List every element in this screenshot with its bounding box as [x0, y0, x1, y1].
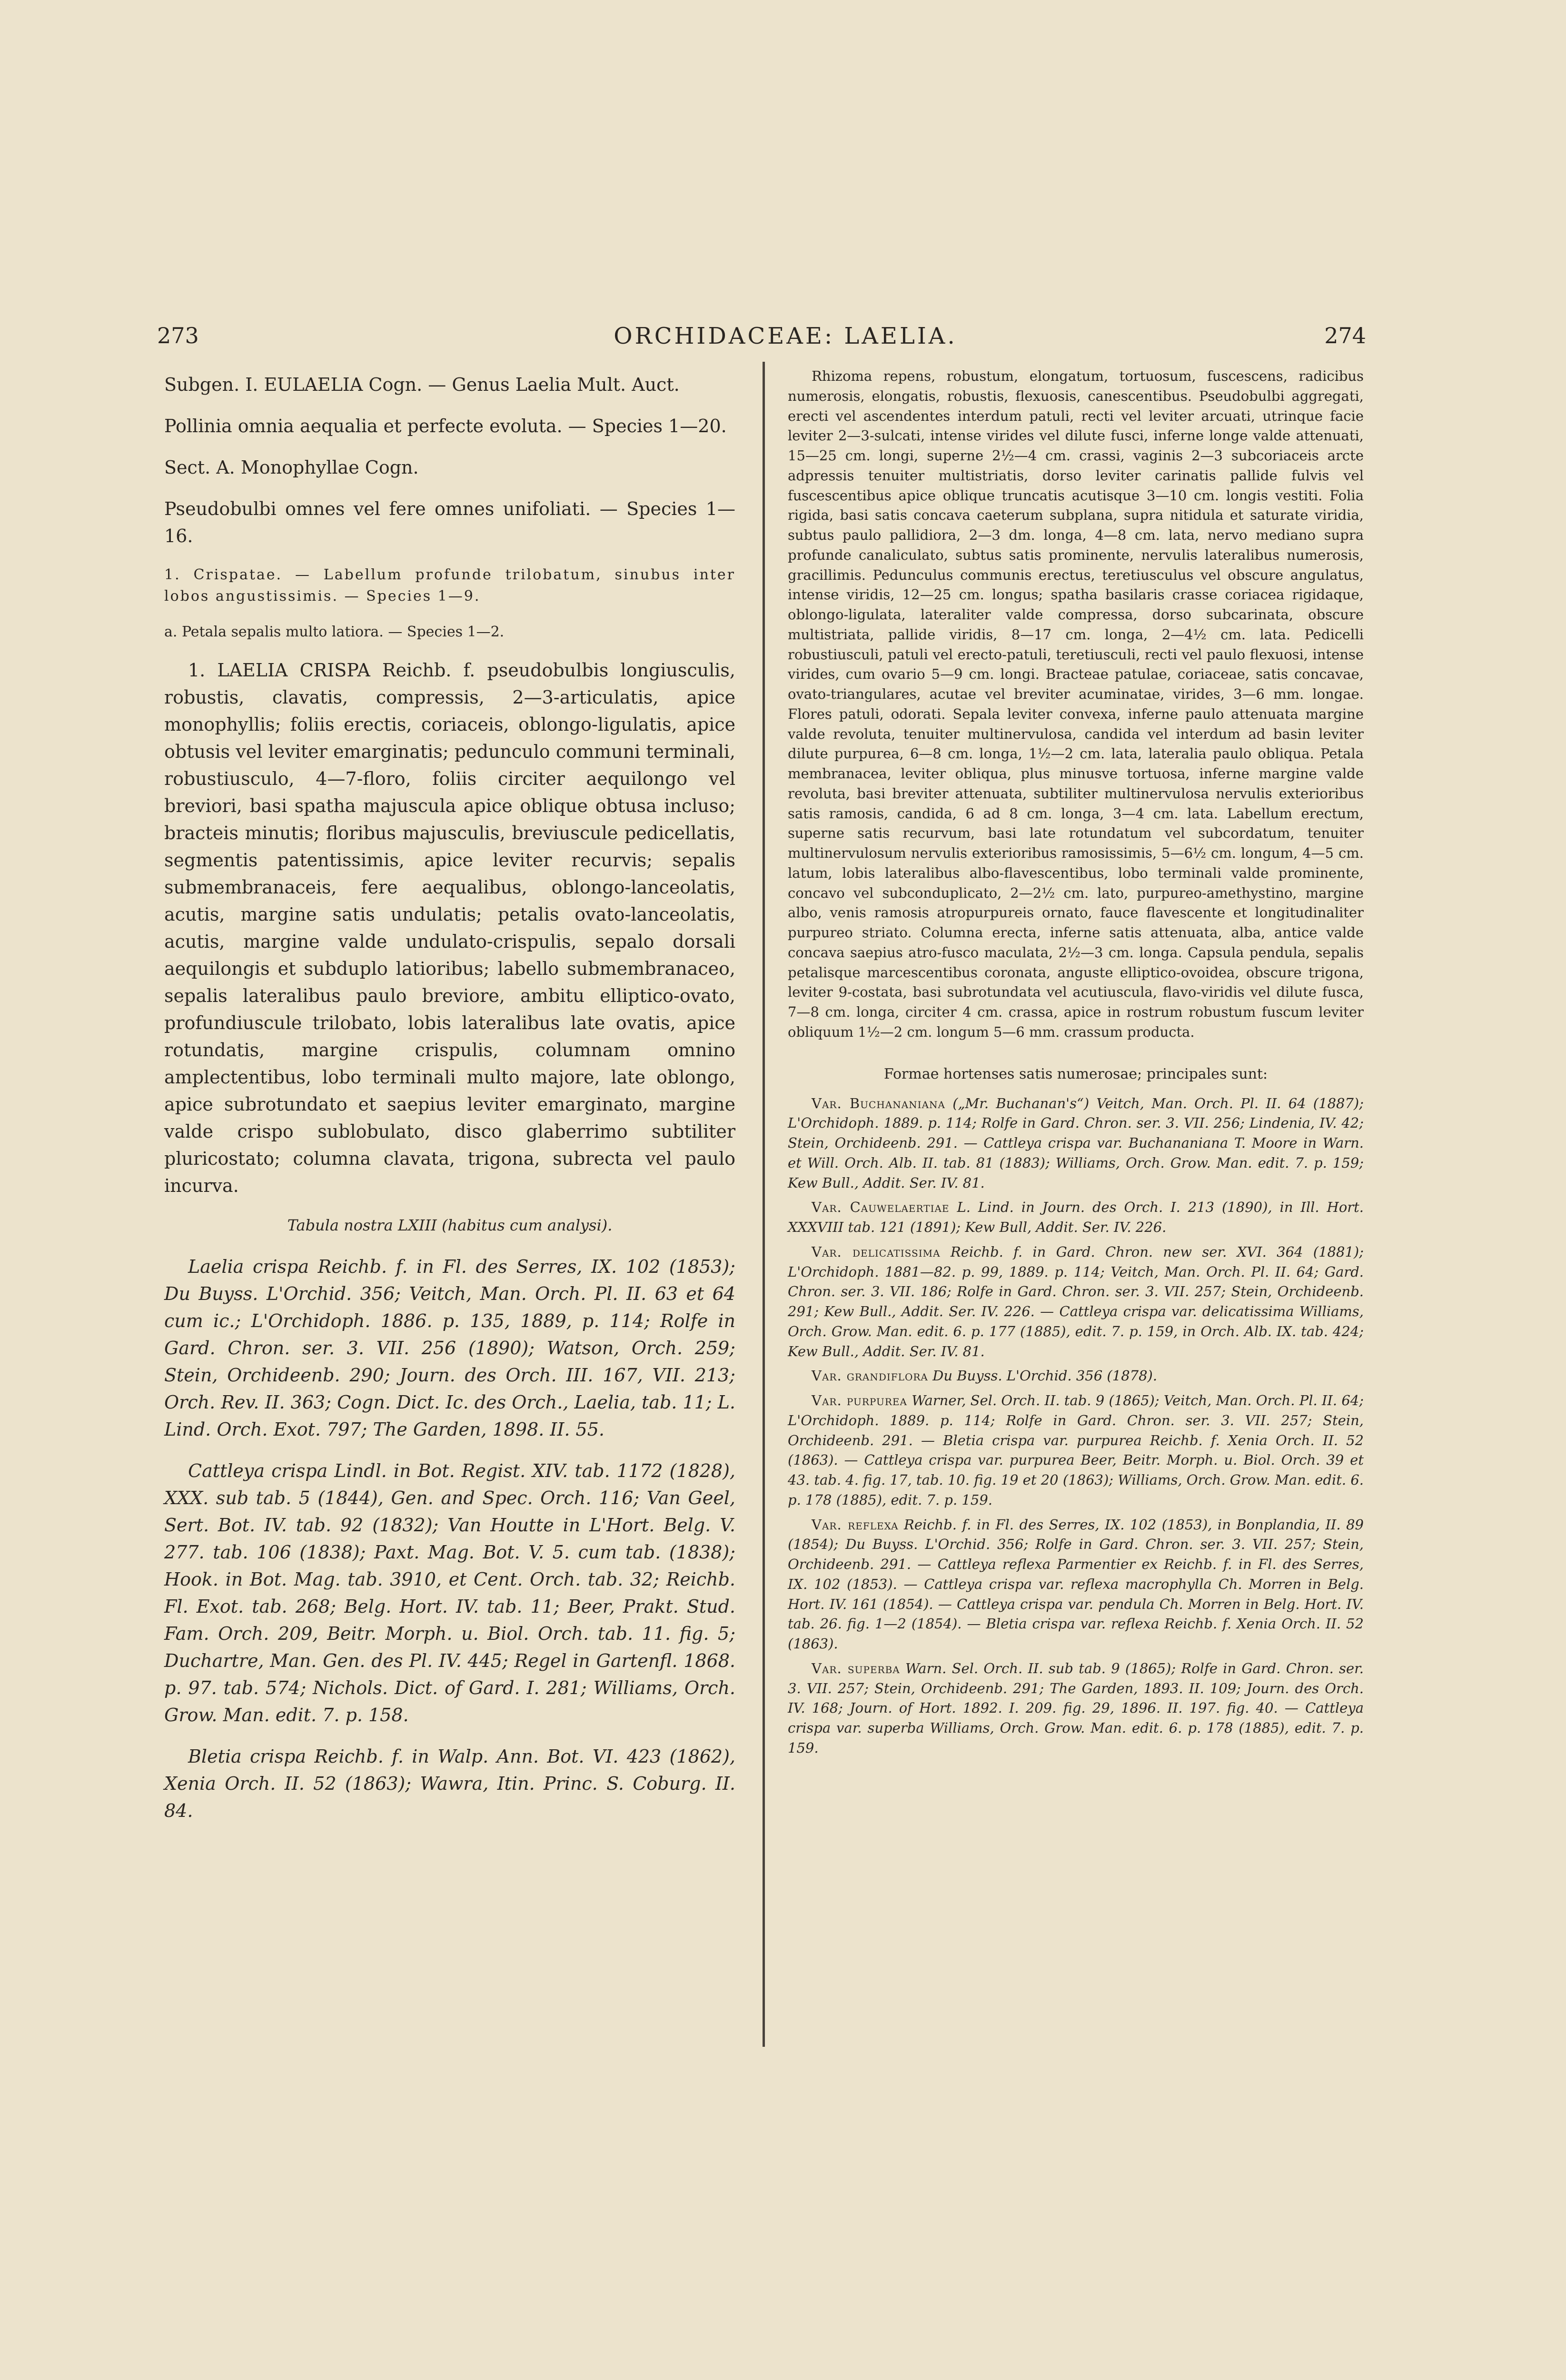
variety-references: Warn. Sel. Orch. II. sub tab. 9 (1865); Rolfe in Gard. Chron. ser. 3. VII. 257; Stein, Orchideenb. 291; The Garden, 1893. II. 109; Journ. des Orch. IV. 168; Journ. of Hort. 1892. I. 209. fig. 29, 1896. II. 197. fig. 40. — Cattleya crispa var. superba Williams, Orch. Grow. Man. edit. 6. p. 178 (1885), edit. 7. p. 159.	[788, 1660, 1364, 1756]
variety-entry	[788, 1391, 1364, 1510]
variety-name: Var. grandiflora	[812, 1368, 928, 1384]
variety-references: Reichb. f. in Fl. des Serres, IX. 102 (1853), in Bonplandia, II. 89 (1854); Du Buyss. L'Orchid. 356; Rolfe in Gard. Chron. ser. 3. VII. 257; Stein, Orchideenb. 291. — Cattleya reflexa Parmentier ex Reichb. f. in Fl. des Serres, IX. 102 (1853). — Cattleya crispa var. reflexa macrophylla Ch. Morren in Belg. Hort. IV. 161 (1854). — Cattleya crispa var. pendula Ch. Morren in Belg. Hort. IV. tab. 26. fig. 1—2 (1854). — Bletia crispa var. reflexa Reichb. f. Xenia Orch. II. 52 (1863).	[788, 1516, 1364, 1652]
variety-name: Var. purpurea	[812, 1392, 907, 1409]
variety-name: Var. Buchananiana	[812, 1095, 945, 1111]
subgenus-heading: Subgen. I. EULAELIA Cogn. — Genus Laelia Mult. Auct.	[164, 374, 680, 395]
variety-references: Du Buyss. L'Orchid. 356 (1878).	[932, 1368, 1158, 1384]
variety-entry	[788, 1659, 1364, 1758]
variety-name: Var. delicatissima	[812, 1243, 941, 1260]
variety-name: Var. superba	[812, 1660, 900, 1676]
variety-list	[788, 1094, 1364, 1758]
variety-references: Reichb. f. in Gard. Chron. new ser. XVI. 364 (1881); L'Orchidoph. 1881—82. p. 99, 1889. p. 114; Veitch, Man. Orch. Pl. II. 64; Gard. Chron. ser. 3. VII. 186; Rolfe in Gard. Chron. ser. 3. VII. 257; Stein, Orchideenb. 291; Kew Bull., Addit. Ser. IV. 226. — Cattleya crispa var. delicatissima Williams, Orch. Grow. Man. edit. 6. p. 177 (1885), edit. 7. p. 159, in Orch. Alb. IX. tab. 424; Kew Bull., Addit. Ser. IV. 81.	[788, 1243, 1364, 1359]
petala-key: a. Petala sepalis multo latiora. — Species 1—2.	[164, 624, 505, 640]
left-column	[164, 371, 735, 1839]
section-heading: Sect. A. Monophyllae Cogn.	[164, 457, 419, 478]
running-title: ORCHIDACEAE: LAELIA.	[614, 323, 957, 349]
page-number-right: 274	[1324, 323, 1366, 348]
crispatae-key: 1. Crispatae. — Labellum profunde trilobatum, sinubus inter lobos angustissimis. — Species 1—9.	[164, 566, 735, 605]
variety-name: Var. reflexa	[812, 1516, 899, 1533]
synonymy-references	[164, 1253, 735, 1825]
variety-entry	[788, 1094, 1364, 1193]
pollinia-note: Pollinia omnia aequalia et perfecte evoluta. — Species 1—20.	[164, 416, 727, 436]
detailed-description: Rhizoma repens, robustum, elongatum, tortuosum, fuscescens, radicibus numerosis, elongatis, robustis, flexuosis, canescentibus. Pseudobulbi aggregati, erecti vel ascendentes interdum patuli, recti vel leviter arcuati, utrinque facie leviter 2—3-sulcati, intense virides vel dilute fusci, inferne longe valde attenuati, 15—25 cm. longi, superne 2½—4 cm. crassi, vaginis 2—3 subcoriaceis arcte adpressis tenuiter multistriatis, dorso leviter carinatis pallide fulvis vel fuscescentibus apice oblique truncatis acutisque 3—10 cm. longis vestiti. Folia rigida, basi satis concava caeterum subplana, supra nitidula et saturate viridia, subtus paulo pallidiora, 2—3 dm. longa, 4—8 cm. lata, nervo mediano supra profunde canaliculato, subtus satis prominente, nervulis lateralibus numerosis, gracillimis. Pedunculus communis erectus, teretiusculus vel obscure angulatus, intense viridis, 12—25 cm. longus; spatha basilaris crasse coriacea rigidaque, oblongo-ligulata, lateraliter valde compressa, dorso subcarinata, obscure multistriata, pallide viridis, 8—17 cm. longa, 2—4½ cm. lata. Pedicelli robustiusculi, patuli vel erecto-patuli, teretiusculi, recti vel paulo flexuosi, intense virides, cum ovario 5—9 cm. longi. Bracteae patulae, coriaceae, satis concavae, ovato-triangulares, acutae vel breviter acuminatae, virides, 3—6 mm. longae. Flores patuli, odorati. Sepala leviter convexa, inferne paulo attenuata margine valde revoluta, tenuiter multinervulosa, candida vel interdum ad basin leviter dilute purpurea, 6—8 cm. longa, 1½—2 cm. lata, lateralia paulo obliqua. Petala membranacea, leviter obliqua, plus minusve tortuosa, inferne margine valde revoluta, basi breviter attenuata, subtiliter multinervulosa nervulis exterioribus satis ramosis, candida, 6 ad 8 cm. longa, 3—4 cm. lata. Labellum erectum, superne satis recurvum, basi late rotundatum vel subcordatum, tenuiter multinervulosum nervulis exterioribus ramosissimis, 5—6½ cm. longum, 4—5 cm. latum, lobis lateralibus albo-flavescentibus, lobo terminali valde prominente, concavo vel subconduplicato, 2—2½ cm. lato, purpureo-amethystino, margine albo, venis ramosis atropurpureis ornato, fauce flavescente et longitudinaliter purpureo striato. Columna erecta, inferne satis attenuata, alba, antice valde concava saepius atro-fusco maculata, 2½—3 cm. longa. Capsula pendula, sepalis petalisque marcescentibus coronata, anguste elliptico-ovoidea, obscure trigona, leviter 9-costata, basi subrotundata vel acutiuscula, flavo-viridis vel dilute fusca, 7—8 cm. longa, circiter 4 cm. crassa, apice in rostrum robustum fuscum leviter obliquum 1½—2 cm. longum 5—6 mm. crassum producta.	[788, 368, 1364, 1040]
page-number-left: 273	[157, 323, 199, 348]
variety-references: Warner, Sel. Orch. II. tab. 9 (1865); Veitch, Man. Orch. Pl. II. 64; L'Orchidoph. 1889. p. 114; Rolfe in Gard. Chron. ser. 3. VII. 257; Stein, Orchideenb. 291. — Bletia crispa var. purpurea Reichb. f. Xenia Orch. II. 52 (1863). — Cattleya crispa var. purpurea Beer, Beitr. Morph. u. Biol. Orch. 39 et 43. tab. 4. fig. 17, tab. 10. fig. 19 et 20 (1863); Williams, Orch. Grow. Man. edit. 6. p. 178 (1885), edit. 7. p. 159.	[788, 1392, 1364, 1508]
formae-heading: Formae hortenses satis numerosae; principales sunt:	[883, 1065, 1268, 1082]
species-description: 1. LAELIA CRISPA Reichb. f. pseudobulbis longiusculis, robustis, clavatis, compressis, 2—3-articulatis, apice monophyllis; foliis erectis, coriaceis, oblongo-ligulatis, apice obtusis vel leviter emarginatis; pedunculo communi terminali, robustiusculo, 4—7-floro, foliis circiter aequilongo vel breviori, basi spatha majuscula apice oblique obtusa incluso; bracteis minutis; floribus majusculis, breviuscule pedicellatis, segmentis patentissimis, apice leviter recurvis; sepalis submembranaceis, fere aequalibus, oblongo-lanceolatis, acutis, margine satis undulatis; petalis ovato-lanceolatis, acutis, margine valde undulato-crispulis, sepalo dorsali aequilongis et subduplo latioribus; labello submembranaceo, sepalis lateralibus paulo breviore, ambitu elliptico-ovato, profundiuscule trilobato, lobis lateralibus late ovatis, apice rotundatis, margine crispulis, columnam omnino amplectentibus, lobo terminali multo majore, late oblongo, apice subrotundato et saepius leviter emarginato, margine valde crispo sublobulato, disco glaberrimo subtiliter pluricostato; columna clavata, trigona, subrecta vel paulo incurva.	[164, 660, 735, 1196]
reference-paragraph: Cattleya crispa Lindl. in Bot. Regist. XIV. tab. 1172 (1828), XXX. sub tab. 5 (1844), Gen. and Spec. Orch. 116; Van Geel, Sert. Bot. IV. tab. 92 (1832); Van Houtte in L'Hort. Belg. V. 277. tab. 106 (1838); Paxt. Mag. Bot. V. 5. cum tab. (1838); Hook. in Bot. Mag. tab. 3910, et Cent. Orch. tab. 32; Reichb. Fl. Exot. tab. 268; Belg. Hort. IV. tab. 11; Beer, Prakt. Stud. Fam. Orch. 209, Beitr. Morph. u. Biol. Orch. tab. 11. fig. 5; Duchartre, Man. Gen. des Pl. IV. 445; Regel in Gartenfl. 1868. p. 97. tab. 574; Nichols. Dict. of Gard. I. 281; Williams, Orch. Grow. Man. edit. 7. p. 158.	[164, 1460, 735, 1726]
variety-entry	[788, 1366, 1364, 1386]
variety-entry	[788, 1242, 1364, 1362]
plate-reference: Tabula nostra LXIII (habitus cum analysi).	[287, 1216, 613, 1234]
page-header	[0, 323, 1566, 356]
pseudobulbi-note: Pseudobulbi omnes vel fere omnes unifoliati. — Species 1—16.	[164, 498, 735, 546]
variety-entry	[788, 1515, 1364, 1654]
variety-name: Var. Cauwelaertiae	[812, 1199, 950, 1216]
reference-paragraph: Bletia crispa Reichb. f. in Walp. Ann. Bot. VI. 423 (1862), Xenia Orch. II. 52 (1863); Wawra, Itin. Princ. S. Coburg. II. 84.	[164, 1746, 735, 1821]
right-column	[788, 367, 1364, 1763]
variety-references: („Mr. Buchanan's“) Veitch, Man. Orch. Pl. II. 64 (1887); L'Orchidoph. 1889. p. 114; Rolfe in Gard. Chron. ser. 3. VII. 256; Lindenia, IV. 42; Stein, Orchideenb. 291. — Cattleya crispa var. Buchananiana T. Moore in Warn. et Will. Orch. Alb. II. tab. 81 (1883); Williams, Orch. Grow. Man. edit. 7. p. 159; Kew Bull., Addit. Ser. IV. 81.	[788, 1095, 1364, 1191]
column-divider	[763, 362, 765, 2047]
variety-entry	[788, 1198, 1364, 1238]
variety-references: L. Lind. in Journ. des Orch. I. 213 (1890), in Ill. Hort. XXXVIII tab. 121 (1891); Kew Bull, Addit. Ser. IV. 226.	[788, 1199, 1364, 1236]
reference-paragraph: Laelia crispa Reichb. f. in Fl. des Serres, IX. 102 (1853); Du Buyss. L'Orchid. 356; Veitch, Man. Orch. Pl. II. 63 et 64 cum ic.; L'Orchidoph. 1886. p. 135, 1889, p. 114; Rolfe in Gard. Chron. ser. 3. VII. 256 (1890); Watson, Orch. 259; Stein, Orchideenb. 290; Journ. des Orch. III. 167, VII. 213; Orch. Rev. II. 363; Cogn. Dict. Ic. des Orch., Laelia, tab. 11; L. Lind. Orch. Exot. 797; The Garden, 1898. II. 55.	[164, 1256, 735, 1440]
